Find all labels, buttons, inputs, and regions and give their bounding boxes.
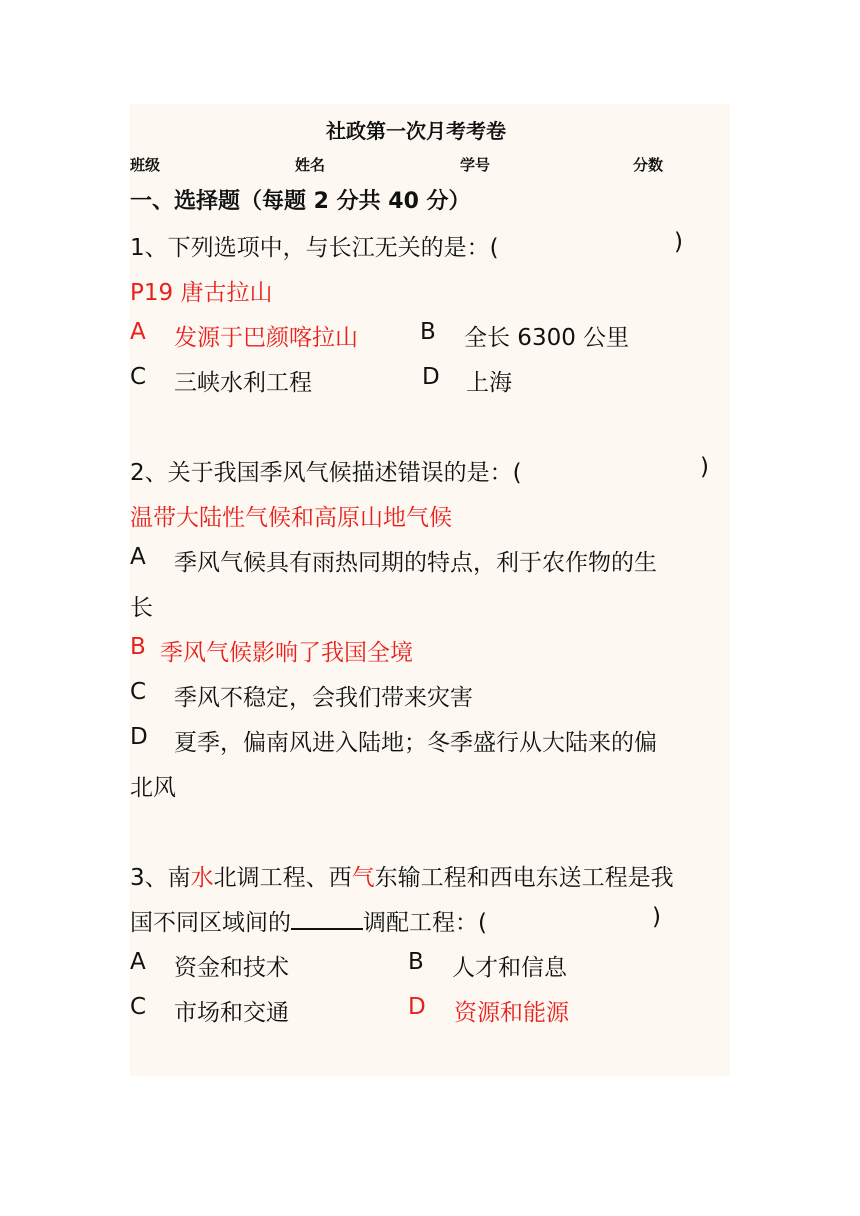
question-3-close-paren: ) (652, 904, 661, 930)
score-label: 分数 (633, 156, 664, 174)
q3-option-b-letter: B (408, 949, 424, 975)
q1-option-d-text: 上海 (466, 370, 512, 396)
q2-option-b-letter: B (130, 634, 146, 660)
q1-option-a-text: 发源于巴颜喀拉山 (174, 325, 358, 351)
q2-option-a-continuation: 长 (130, 595, 153, 621)
question-1-close-paren: ) (674, 229, 683, 255)
question-2-stem: 2、关于我国季风气候描述错误的是：( (130, 460, 522, 486)
student-id-label: 学号 (460, 156, 491, 174)
stem-highlight-gas: 气 (351, 865, 375, 891)
q1-option-a-letter: A (130, 319, 146, 345)
q2-option-d-text: 夏季，偏南风进入陆地；冬季盛行从大陆来的偏 (174, 730, 657, 756)
question-2-close-paren: ) (700, 454, 709, 480)
question-3-stem (130, 859, 674, 892)
q1-option-c-letter: C (130, 364, 147, 390)
stem-part: 3、南 (130, 865, 191, 891)
question-1-answer-note: P19 唐古拉山 (130, 280, 273, 306)
q3-option-d-letter: D (408, 994, 426, 1020)
q3-option-a-letter: A (130, 949, 146, 975)
q2-option-d-letter: D (130, 724, 148, 750)
q3-option-a-text: 资金和技术 (174, 955, 289, 981)
q3-option-c-text: 市场和交通 (174, 1000, 289, 1026)
q3-option-b-text: 人才和信息 (452, 955, 567, 981)
stem-part: 东输工程和西电东送工程是我 (374, 865, 674, 891)
q2-option-a-letter: A (130, 544, 146, 570)
q1-option-b-text: 全长 6300 公里 (464, 325, 630, 351)
q3-option-c-letter: C (130, 994, 147, 1020)
section-title: 一、选择题（每题 2 分共 40 分） (130, 189, 471, 214)
q1-option-b-letter: B (420, 319, 436, 345)
q2-option-d-continuation: 北风 (130, 775, 176, 801)
stem-line2-end: 调配工程：( (363, 910, 487, 936)
exam-title: 社政第一次月考考卷 (326, 119, 506, 143)
q1-option-d-letter: D (422, 364, 440, 390)
name-label: 姓名 (295, 156, 326, 174)
q1-option-c-text: 三峡水利工程 (174, 370, 312, 396)
q2-option-a-text: 季风气候具有雨热同期的特点，利于农作物的生 (174, 550, 657, 576)
q3-option-d-text: 资源和能源 (454, 1000, 569, 1026)
stem-part: 北调工程、西 (213, 865, 352, 891)
q2-option-c-letter: C (130, 679, 147, 705)
q2-option-b-text: 季风气候影响了我国全境 (160, 640, 413, 666)
q2-option-c-text: 季风不稳定，会我们带来灾害 (174, 685, 473, 711)
stem-line2-start: 国不同区域间的 (130, 910, 291, 936)
question-3-stem-line2 (130, 904, 487, 937)
stem-highlight-water: 水 (190, 865, 214, 891)
fill-in-blank (291, 906, 363, 930)
question-1-stem: 1、下列选项中，与长江无关的是：( (130, 235, 499, 261)
question-2-answer-note: 温带大陆性气候和高原山地气候 (130, 505, 452, 531)
class-label: 班级 (130, 156, 161, 174)
